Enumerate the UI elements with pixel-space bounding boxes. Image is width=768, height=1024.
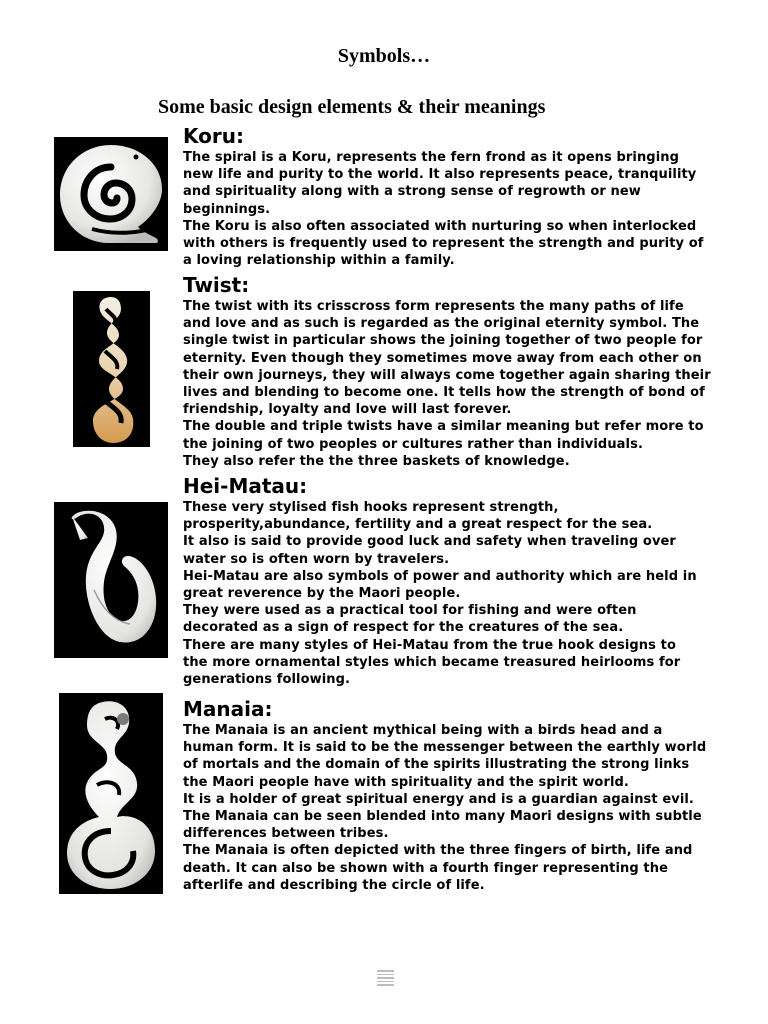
- section-paragraph: The Manaia is an ancient mythical being with a birds head and a human form. It is said to be the messenger between the earthly world of mortals and the domain of the spirits illustrating the strong links the Maori people have with spirituality and the spirit world.: [183, 723, 707, 790]
- section-manaia: [183, 697, 728, 894]
- section-paragraph: These very stylised fish hooks represent strength, prosperity,abundance, fertility and a great respect for the sea.: [183, 500, 653, 533]
- section-heading: Twist:: [183, 273, 250, 297]
- section-paragraph: It is a holder of great spiritual energy and is a guardian against evil.: [183, 791, 694, 807]
- section-paragraph: They were used as a practical tool for fishing and were often decorated as a sign of respect for the creatures of the sea.: [183, 603, 637, 636]
- section-paragraph: The spiral is a Koru, represents the fern frond as it opens bringing new life and purity to the world. It also represents peace, tranquility and spirituality along with a strong sense of regrowth or new beginnings.: [183, 150, 697, 217]
- section-twist: [183, 273, 728, 470]
- page-title: Symbols…: [337, 45, 431, 67]
- twist-icon: [73, 291, 150, 447]
- section-paragraph: It also is said to provide good luck and safety when traveling over water so is often worn by travelers.: [183, 534, 676, 567]
- section-paragraph: They also refer the the three baskets of knowledge.: [183, 453, 570, 469]
- section-paragraph: Hei-Matau are also symbols of power and authority which are held in great reverence by the Maori people.: [183, 568, 697, 602]
- section-paragraph: There are many styles of Hei-Matau from the true hook designs to the more ornamental styles which became treasured heirlooms for generations following.: [183, 637, 681, 688]
- section-paragraph: The Manaia can be seen blended into many Maori designs with subtle differences between tribes.: [183, 809, 702, 842]
- section-paragraph: The Manaia is often depicted with the three fingers of birth, life and death. It can also be shown with a fourth finger representing the afterlife and describing the circle of life.: [183, 843, 693, 893]
- twist-pendant-image: [73, 291, 150, 447]
- hei-matau-pendant-image: [54, 502, 168, 658]
- section-hei-matau: [183, 474, 728, 688]
- page-subtitle: Some basic design elements & their meanings: [158, 96, 546, 118]
- section-koru: [183, 124, 728, 269]
- section-heading: Koru:: [183, 124, 244, 148]
- manaia-icon: [59, 693, 163, 894]
- koru-icon: [54, 137, 168, 251]
- section-paragraph: The double and triple twists have a similar meaning but refer more to the joining of two peoples or cultures rather than individuals.: [183, 419, 704, 452]
- section-paragraph: The twist with its crisscross form represents the many paths of life and love and as such is regarded as the original eternity symbol. The single twist in particular shows the joining together of two people for eternity. Even though they sometimes move away from each other on their own journeys, they will always come together again sharing their lives and blending to become one. It tells how the strength of bond of friendship, loyalty and love will last forever.: [183, 299, 711, 418]
- section-heading: Manaia:: [183, 697, 273, 721]
- section-paragraph: The Koru is also often associated with nurturing so when interlocked with others is frequently used to represent the strength and purity of a loving relationship within a family.: [183, 218, 704, 269]
- manaia-pendant-image: [59, 693, 163, 894]
- page-icon: [377, 970, 394, 991]
- koru-pendant-image: [54, 137, 168, 251]
- fish-hook-icon: [54, 502, 168, 658]
- section-heading: Hei-Matau:: [183, 474, 308, 498]
